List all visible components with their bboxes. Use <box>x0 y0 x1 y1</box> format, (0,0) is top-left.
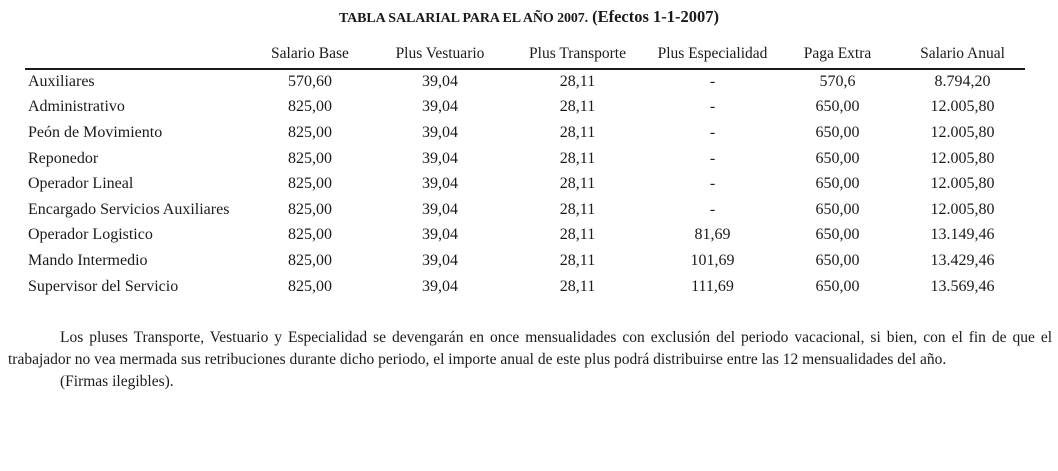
row-label: Auxiliares <box>28 73 95 91</box>
table-cell: 12.005,80 <box>930 98 995 116</box>
header-cell-plus-vestuario: Plus Vestuario <box>375 42 505 69</box>
table-cell: 28,11 <box>559 200 596 218</box>
table-cell: 28,11 <box>559 226 596 244</box>
table-cell: 13.429,46 <box>930 251 995 269</box>
row-label: Operador Logistico <box>28 226 153 244</box>
table-cell: 39,04 <box>422 200 458 218</box>
salary-table-body <box>25 69 1025 299</box>
signatures-note: (Firmas ilegibles). <box>60 373 174 390</box>
table-cell: 8.794,20 <box>934 73 991 91</box>
table-cell: 825,00 <box>288 277 332 295</box>
table-cell: 28,11 <box>559 149 596 167</box>
table-cell: 101,69 <box>690 251 735 269</box>
table-row <box>25 274 1025 300</box>
table-cell: 28,11 <box>559 73 596 91</box>
table-cell: 825,00 <box>288 200 332 218</box>
row-label: Supervisor del Servicio <box>28 277 179 295</box>
table-row <box>25 197 1025 223</box>
table-cell: 39,04 <box>422 251 458 269</box>
table-cell: 13.569,46 <box>930 277 995 295</box>
table-cell: 28,11 <box>559 98 596 116</box>
table-cell: - <box>709 175 716 193</box>
table-cell: 39,04 <box>422 226 458 244</box>
table-cell: 12.005,80 <box>930 123 995 141</box>
table-cell: 111,69 <box>691 277 734 295</box>
table-cell: 28,11 <box>559 251 596 269</box>
header-cell-salario-anual: Salario Anual <box>900 42 1025 69</box>
table-cell: 12.005,80 <box>930 149 995 167</box>
salary-table <box>25 42 1025 299</box>
table-cell: 39,04 <box>422 98 458 116</box>
table-cell: 13.149,46 <box>930 226 995 244</box>
header-cell-plus-especialidad: Plus Especialidad <box>650 42 775 69</box>
table-cell: 650,00 <box>815 251 860 269</box>
table-cell: 650,00 <box>815 200 860 218</box>
table-cell: 39,04 <box>422 175 458 193</box>
table-cell: 825,00 <box>288 226 332 244</box>
table-cell: - <box>709 98 716 116</box>
table-row <box>25 69 1025 95</box>
table-cell: 650,00 <box>815 123 860 141</box>
table-cell: 650,00 <box>815 277 860 295</box>
table-cell: 81,69 <box>694 226 731 244</box>
document-title-main: TABLA SALARIAL PARA EL AÑO 2007. <box>338 11 589 26</box>
table-cell: 825,00 <box>288 98 332 116</box>
table-cell: 650,00 <box>815 175 860 193</box>
table-cell: 650,00 <box>815 98 860 116</box>
header-cell-paga-extra: Paga Extra <box>775 42 900 69</box>
salary-table-header <box>25 42 1025 69</box>
table-cell: 570,60 <box>288 73 332 91</box>
table-row <box>25 248 1025 274</box>
table-row <box>25 95 1025 121</box>
row-label: Operador Lineal <box>28 175 134 193</box>
document-title-effects: (Efectos 1-1-2007) <box>592 7 720 26</box>
table-cell: 650,00 <box>815 226 860 244</box>
table-row <box>25 223 1025 249</box>
table-cell: 28,11 <box>559 123 596 141</box>
table-cell: 12.005,80 <box>930 175 995 193</box>
footnotes <box>8 327 1052 393</box>
header-cell-salario-base: Salario Base <box>245 42 375 69</box>
table-cell: 39,04 <box>422 123 458 141</box>
header-cell-plus-transporte: Plus Transporte <box>505 42 650 69</box>
pluses-note-paragraph: Los pluses Transporte, Vestuario y Especialidad se devengarán en once mensualidades con exclusión del periodo vacacional, si bien, con el fin de que el trabajador no vea mermada sus retribuciones durante dicho periodo, el importe anual de este plus podrá distribuirse entre las 12 mensualidades del año. <box>8 329 1052 368</box>
table-cell: 650,00 <box>815 149 860 167</box>
table-row <box>25 146 1025 172</box>
table-cell: 28,11 <box>559 175 596 193</box>
row-label: Mando Intermedio <box>28 251 148 269</box>
table-cell: 39,04 <box>422 277 458 295</box>
table-cell: 825,00 <box>288 123 332 141</box>
table-cell: - <box>709 200 716 218</box>
row-label: Administrativo <box>28 98 125 116</box>
table-cell: - <box>709 123 716 141</box>
row-label: Peón de Movimiento <box>28 123 163 141</box>
table-cell: - <box>709 73 716 91</box>
header-cell-empty <box>25 42 245 69</box>
table-row <box>25 120 1025 146</box>
row-label: Encargado Servicios Auxiliares <box>28 200 230 218</box>
table-cell: 825,00 <box>288 149 332 167</box>
table-cell: 28,11 <box>559 277 596 295</box>
table-row <box>25 171 1025 197</box>
document-title <box>0 7 1058 27</box>
table-cell: 39,04 <box>422 149 458 167</box>
header-row <box>25 42 1025 69</box>
table-cell: 39,04 <box>422 73 458 91</box>
table-cell: 825,00 <box>288 251 332 269</box>
table-cell: 825,00 <box>288 175 332 193</box>
table-cell: 570,6 <box>819 73 856 91</box>
table-cell: 12.005,80 <box>930 200 995 218</box>
table-cell: - <box>709 149 716 167</box>
row-label: Reponedor <box>28 149 99 167</box>
